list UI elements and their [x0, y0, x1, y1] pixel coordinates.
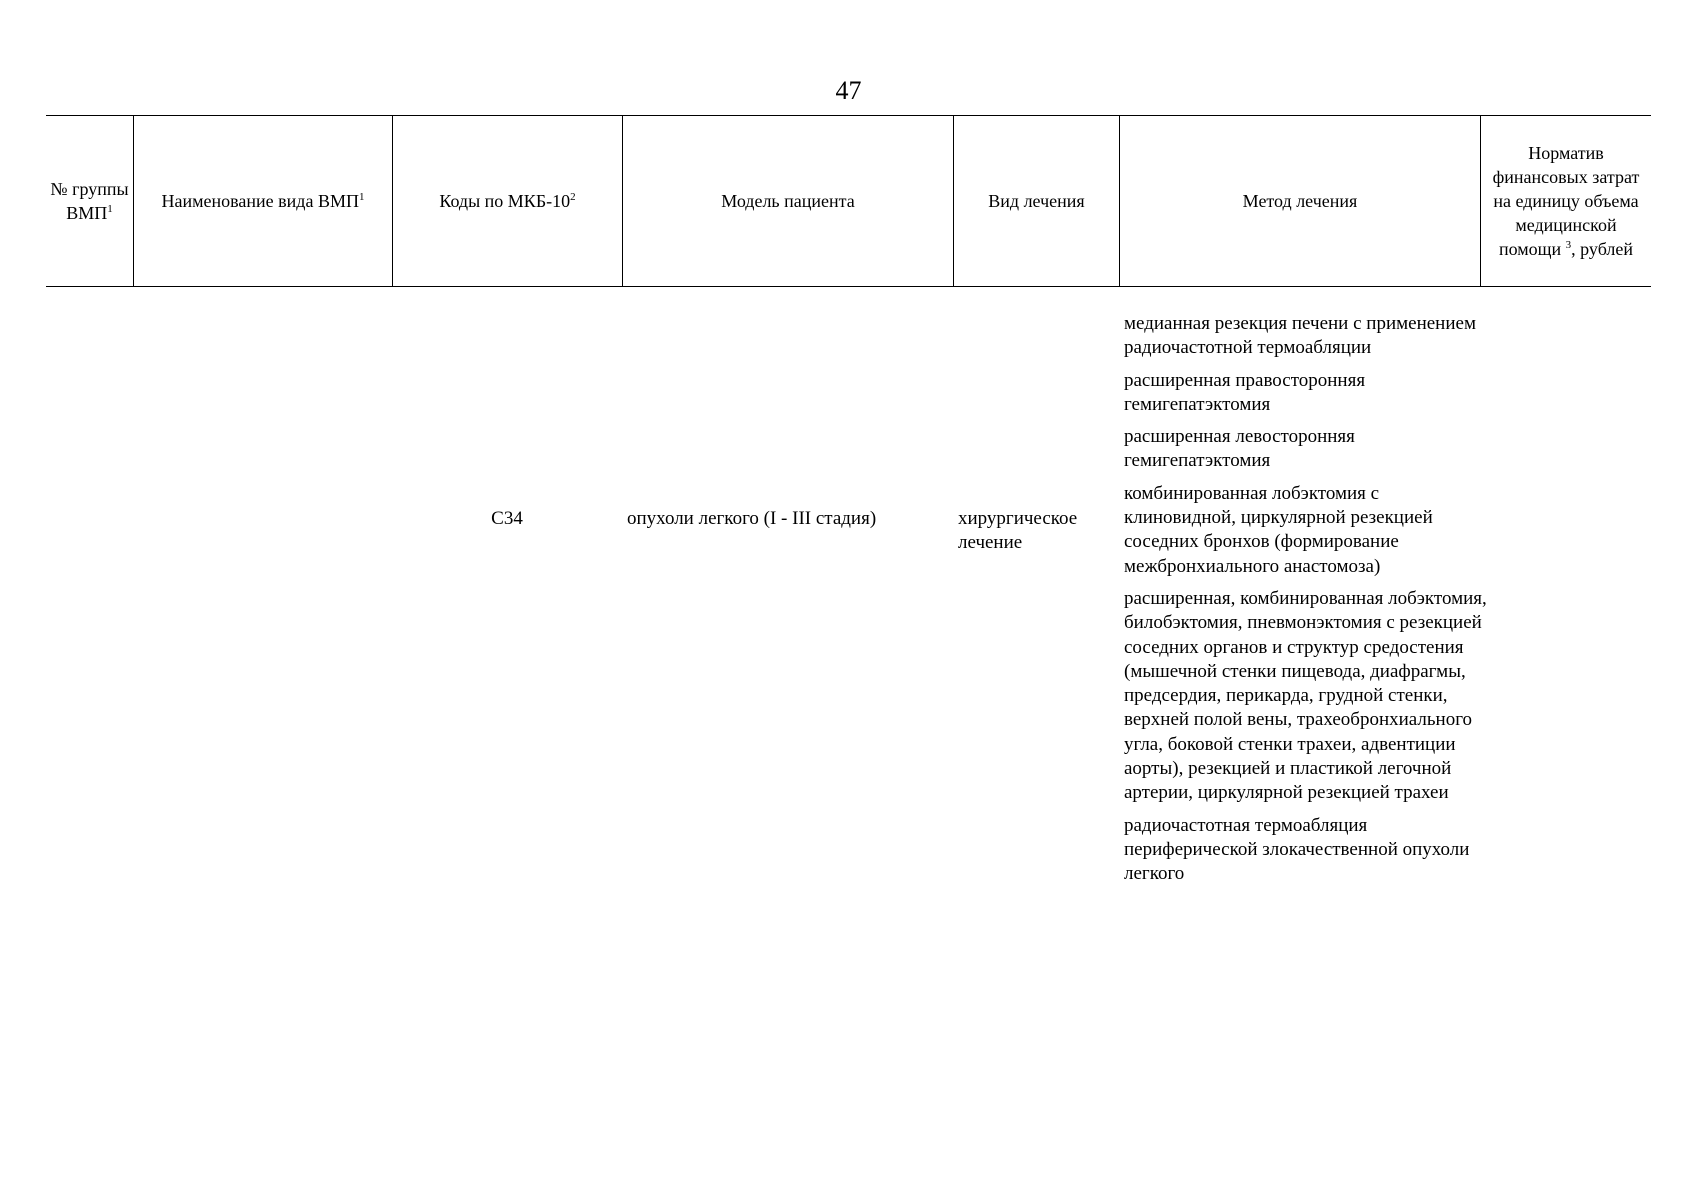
icd-code: C34: [491, 508, 523, 529]
treatment-method-item: комбинированная лобэктомия с клиновидной, циркулярной резекцией соседних бронхов (формирование межбронхиального анастомоза): [1124, 482, 1433, 577]
header-treatment-method-label: Метод лечения: [1242, 191, 1358, 211]
header-treatment-type: [953, 116, 1119, 286]
header-patient-model: [622, 116, 953, 286]
header-footnote-3: 3: [1565, 239, 1572, 251]
treatment-type: хирургическое лечение: [958, 508, 1078, 553]
table-header: [46, 115, 1651, 287]
page-number: 47: [835, 76, 862, 105]
header-vmp-name: [133, 116, 392, 286]
patient-model: опухоли легкого (I - III стадия): [627, 508, 877, 529]
treatment-method-item: расширенная левосторонняя гемигепатэктомия: [1124, 426, 1355, 472]
header-icd-codes-label: Коды по МКБ-10: [439, 191, 571, 211]
header-group-number-label: № группы ВМП: [50, 179, 129, 223]
header-treatment-method: [1119, 116, 1480, 286]
header-patient-model-label: Модель пациента: [721, 191, 855, 211]
header-cost-standard-label: Норматив финансовых затрат на единицу объема медицинской помощи: [1492, 143, 1640, 259]
header-treatment-type-label: Вид лечения: [988, 191, 1085, 211]
treatment-method-item: расширенная правосторонняя гемигепатэктомия: [1124, 369, 1366, 415]
treatment-method-item: радиочастотная термоабляция периферической злокачественной опухоли легкого: [1124, 814, 1470, 885]
header-footnote-2: 2: [570, 191, 576, 203]
header-group-number: [46, 116, 133, 286]
header-icd-codes: [392, 116, 622, 286]
header-cost-standard: [1480, 116, 1651, 286]
treatment-methods-list: [1124, 312, 1489, 895]
header-footnote-1: 1: [107, 203, 113, 215]
treatment-method-item: медианная резекция печени с применением радиочастотной термоабляции: [1124, 313, 1476, 359]
header-cost-standard-unit: , рублей: [1571, 239, 1634, 259]
treatment-method-item: расширенная, комбинированная лобэктомия, билобэктомия, пневмонэктомия с резекцией соседних органов и структур средостения (мышечной стенки пищевода, диафрагмы, предсердия, перикарда, грудной стенки, верхней полой вены, трахеобронхиального угла, боковой стенки трахеи, адвентиции аорты), резекцией и пластикой легочной артерии, циркулярной резекцией трахеи: [1124, 587, 1487, 804]
header-vmp-name-label: Наименование вида ВМП: [161, 191, 359, 211]
header-footnote-1: 1: [358, 191, 365, 203]
